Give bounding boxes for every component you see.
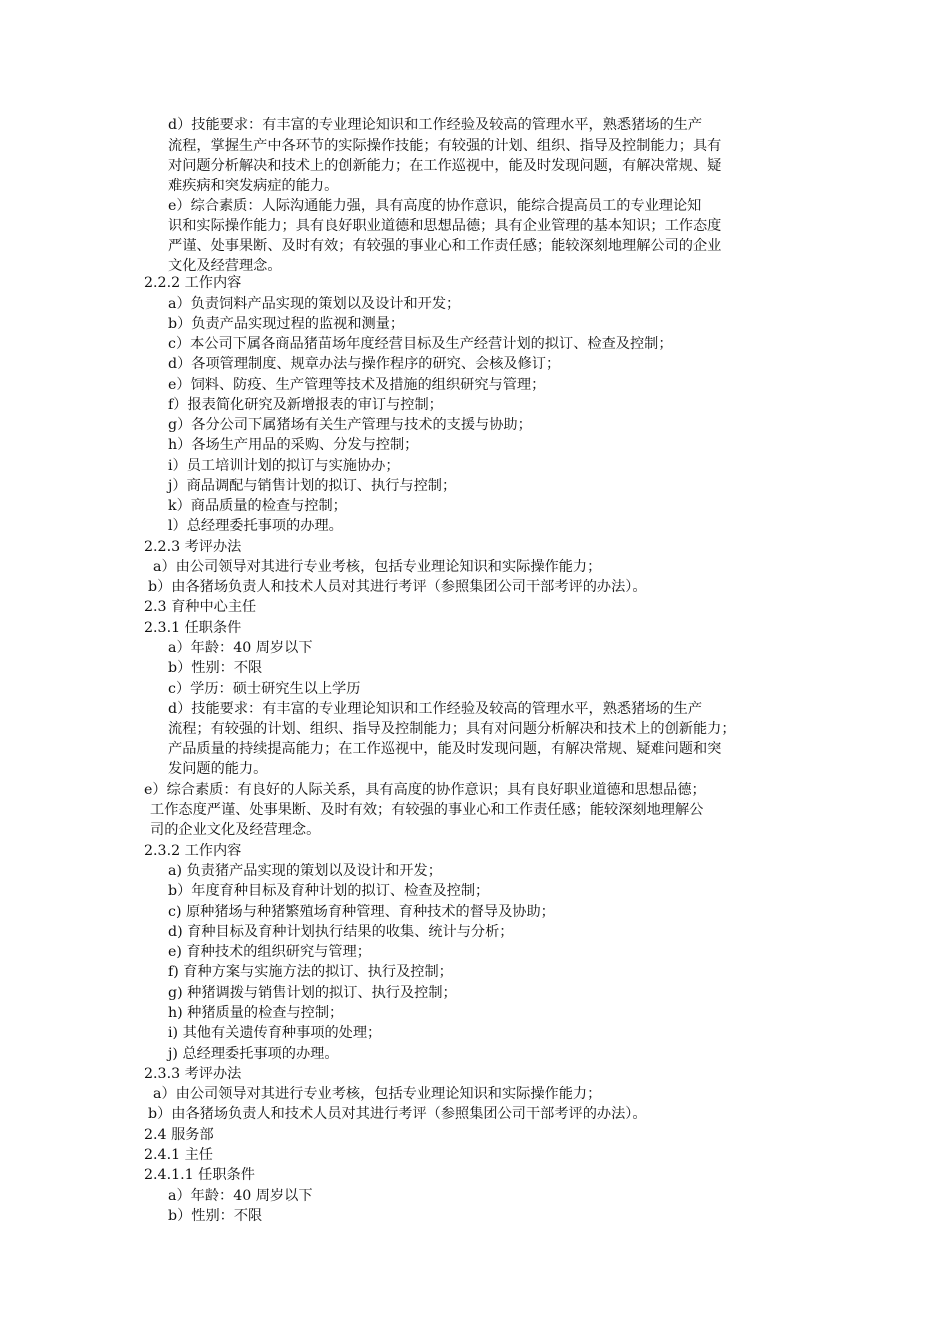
list-item: b）年度育种目标及育种计划的拟订、检查及控制； [168,883,490,899]
list-item: c）本公司下属各商品猪苗场年度经营目标及生产经营计划的拟订、检查及控制； [168,336,673,352]
list-item: b）由各猪场负责人和技术人员对其进行考评（参照集团公司干部考评的办法）。 [148,1106,647,1122]
section-heading: 2.3.3 考评办法 [144,1066,242,1082]
text-line: 司的企业文化及经营理念。 [150,822,321,838]
text-line: 工作态度严谨、处事果断、及时有效；有较强的事业心和工作责任感；能较深刻地理解公 [150,802,704,818]
text-line: 发问题的能力。 [168,761,268,777]
text-line: 严谨、处事果断、及时有效；有较强的事业心和工作责任感；能较深刻地理解公司的企业 [168,238,722,254]
list-item: i）员工培训计划的拟订与实施协办； [168,458,400,474]
text-line: 流程；有较强的计划、组织、指导及控制能力；具有对问题分析解决和技术上的创新能力； [168,721,736,737]
list-item: a）年龄：40 周岁以下 [168,1188,313,1204]
text-line: 对问题分析解决和技术上的创新能力；在工作巡视中，能及时发现问题，有解决常规、疑 [168,158,722,174]
text-line: 文化及经营理念。 [168,258,282,274]
list-item: a）负责饲料产品实现的策划以及设计和开发； [168,296,461,312]
text-line: 流程，掌握生产中各环节的实际操作技能；有较强的计划、组织、指导及控制能力；具有 [168,138,722,154]
text-line: 难疾病和突发病症的能力。 [168,178,339,194]
list-item: f）报表简化研究及新增报表的审订与控制； [168,397,443,413]
text-line: d）技能要求：有丰富的专业理论知识和工作经验及较高的管理水平，熟悉猪场的生产 [168,701,703,717]
list-item: b）负责产品实现过程的监视和测量； [168,316,405,332]
section-heading: 2.2.3 考评办法 [144,539,242,555]
text-line: d）技能要求：有丰富的专业理论知识和工作经验及较高的管理水平，熟悉猪场的生产 [168,117,703,133]
list-item: j) 总经理委托事项的办理。 [168,1046,339,1062]
section-heading: 2.4 服务部 [144,1127,214,1143]
list-item: i) 其他有关遗传育种事项的处理； [168,1025,382,1041]
text-line: e）综合素质：人际沟通能力强，具有高度的协作意识，能综合提高员工的专业理论知 [168,198,702,214]
list-item: c) 原种猪场与种猪繁殖场育种管理、育种技术的督导及协助； [168,904,555,920]
list-item: a) 负责猪产品实现的策划以及设计和开发； [168,863,442,879]
list-item: k）商品质量的检查与控制； [168,498,347,514]
list-item: h）各场生产用品的采购、分发与控制； [168,437,419,453]
list-item: h) 种猪质量的检查与控制； [168,1005,344,1021]
list-item: a）年龄：40 周岁以下 [168,640,313,656]
list-item: g) 种猪调拨与销售计划的拟订、执行及控制； [168,985,457,1001]
section-heading: 2.3.2 工作内容 [144,843,242,859]
list-item: e）饲料、防疫、生产管理等技术及措施的组织研究与管理； [168,377,546,393]
list-item: g）各分公司下属猪场有关生产管理与技术的支援与协助； [168,417,532,433]
list-item: j）商品调配与销售计划的拟订、执行与控制； [168,478,457,494]
text-line: e）综合素质：有良好的人际关系，具有高度的协作意识；具有良好职业道德和思想品德； [144,782,706,798]
section-heading: 2.4.1.1 任职条件 [144,1167,255,1183]
section-heading: 2.3 育种中心主任 [144,599,257,615]
text-line: 识和实际操作能力；具有良好职业道德和思想品德；具有企业管理的基本知识；工作态度 [168,218,722,234]
list-item: c）学历：硕士研究生以上学历 [168,681,361,697]
list-item: a）由公司领导对其进行专业考核，包括专业理论知识和实际操作能力； [153,1086,602,1102]
section-heading: 2.4.1 主任 [144,1147,213,1163]
list-item: d) 育种目标及育种计划执行结果的收集、统计与分析； [168,924,514,940]
section-heading: 2.2.2 工作内容 [144,275,242,291]
section-heading: 2.3.1 任职条件 [144,620,242,636]
list-item: e) 育种技术的组织研究与管理； [168,944,371,960]
text-line: 产品质量的持续提高能力；在工作巡视中，能及时发现问题，有解决常规、疑难问题和突 [168,741,722,757]
list-item: f) 育种方案与实施方法的拟订、执行及控制； [168,964,453,980]
list-item: b）性别：不限 [168,1208,263,1224]
list-item: b）由各猪场负责人和技术人员对其进行考评（参照集团公司干部考评的办法）。 [148,579,647,595]
list-item: l）总经理委托事项的办理。 [168,518,343,534]
list-item: a）由公司领导对其进行专业考核，包括专业理论知识和实际操作能力； [153,559,602,575]
list-item: b）性别：不限 [168,660,263,676]
list-item: d）各项管理制度、规章办法与操作程序的研究、会核及修订； [168,356,561,372]
